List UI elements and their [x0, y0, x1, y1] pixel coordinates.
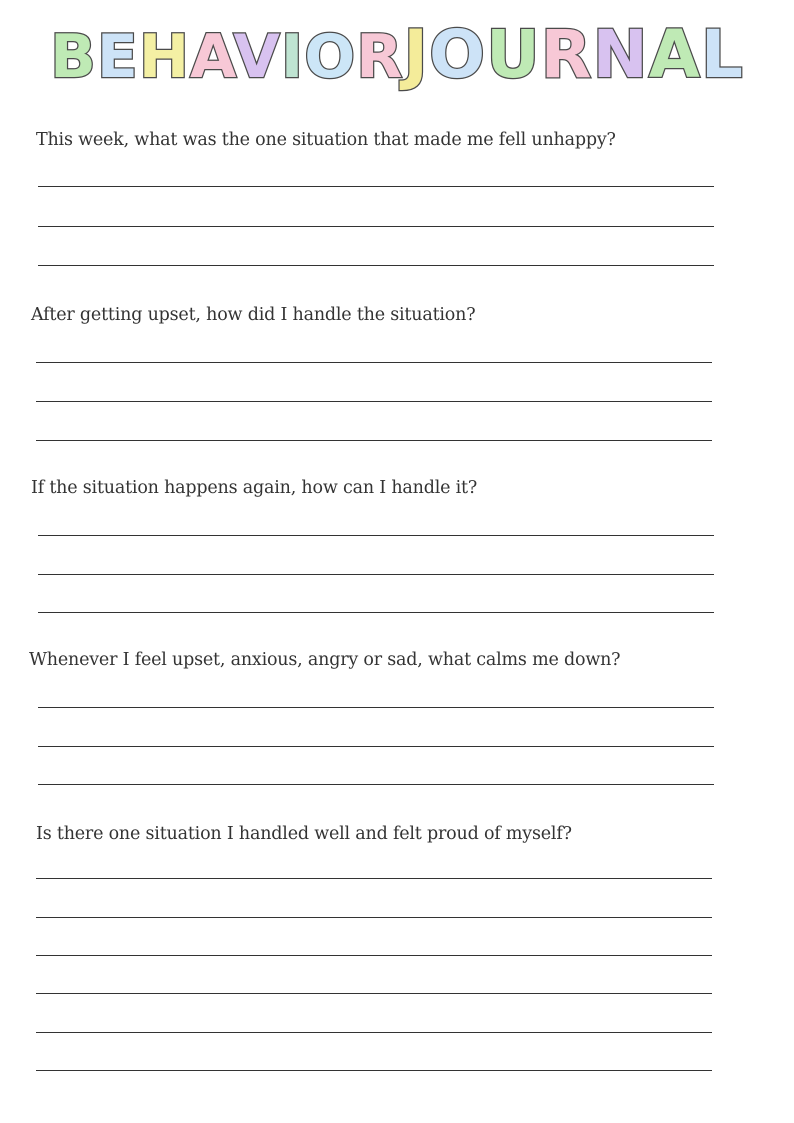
title-letter: I	[280, 22, 305, 92]
question-3: If the situation happens again, how can I handle it?	[31, 478, 478, 498]
answer-line[interactable]	[36, 993, 712, 994]
title-letter: U	[486, 16, 541, 93]
title-letter: O	[304, 22, 357, 92]
answer-line[interactable]	[38, 707, 714, 708]
title-letter: N	[592, 16, 649, 93]
title-letter: B	[50, 22, 97, 92]
answer-line[interactable]	[38, 746, 714, 747]
answer-line[interactable]	[36, 401, 712, 402]
title-letter: A	[648, 16, 701, 93]
answer-line[interactable]	[38, 226, 714, 227]
question-1: This week, what was the one situation that made me fell unhappy?	[36, 130, 616, 150]
answer-line[interactable]	[38, 784, 714, 785]
answer-line[interactable]	[38, 265, 714, 266]
answer-line[interactable]	[38, 186, 714, 187]
answer-line[interactable]	[36, 440, 712, 441]
title-letter: E	[96, 22, 139, 92]
answer-line[interactable]	[36, 878, 712, 879]
page-title	[0, 16, 794, 93]
title-letter: A	[190, 22, 234, 92]
title-letter: L	[700, 16, 744, 93]
answer-line[interactable]	[36, 955, 712, 956]
question-4: Whenever I feel upset, anxious, angry or sad, what calms me down?	[29, 650, 621, 670]
title-letter: V	[233, 22, 281, 92]
answer-line[interactable]	[36, 917, 712, 918]
title-letter: H	[138, 22, 191, 92]
title-letter: J	[403, 16, 429, 93]
answer-line[interactable]	[38, 574, 714, 575]
question-5: Is there one situation I handled well and felt proud of myself?	[36, 824, 572, 844]
title-letter: O	[428, 16, 487, 93]
question-2: After getting upset, how did I handle the situation?	[31, 305, 476, 325]
title-letter: R	[540, 16, 593, 93]
answer-line[interactable]	[36, 1032, 712, 1033]
answer-line[interactable]	[36, 1070, 712, 1071]
answer-line[interactable]	[38, 535, 714, 536]
title-letter: R	[356, 22, 404, 92]
answer-line[interactable]	[38, 612, 714, 613]
answer-line[interactable]	[36, 362, 712, 363]
